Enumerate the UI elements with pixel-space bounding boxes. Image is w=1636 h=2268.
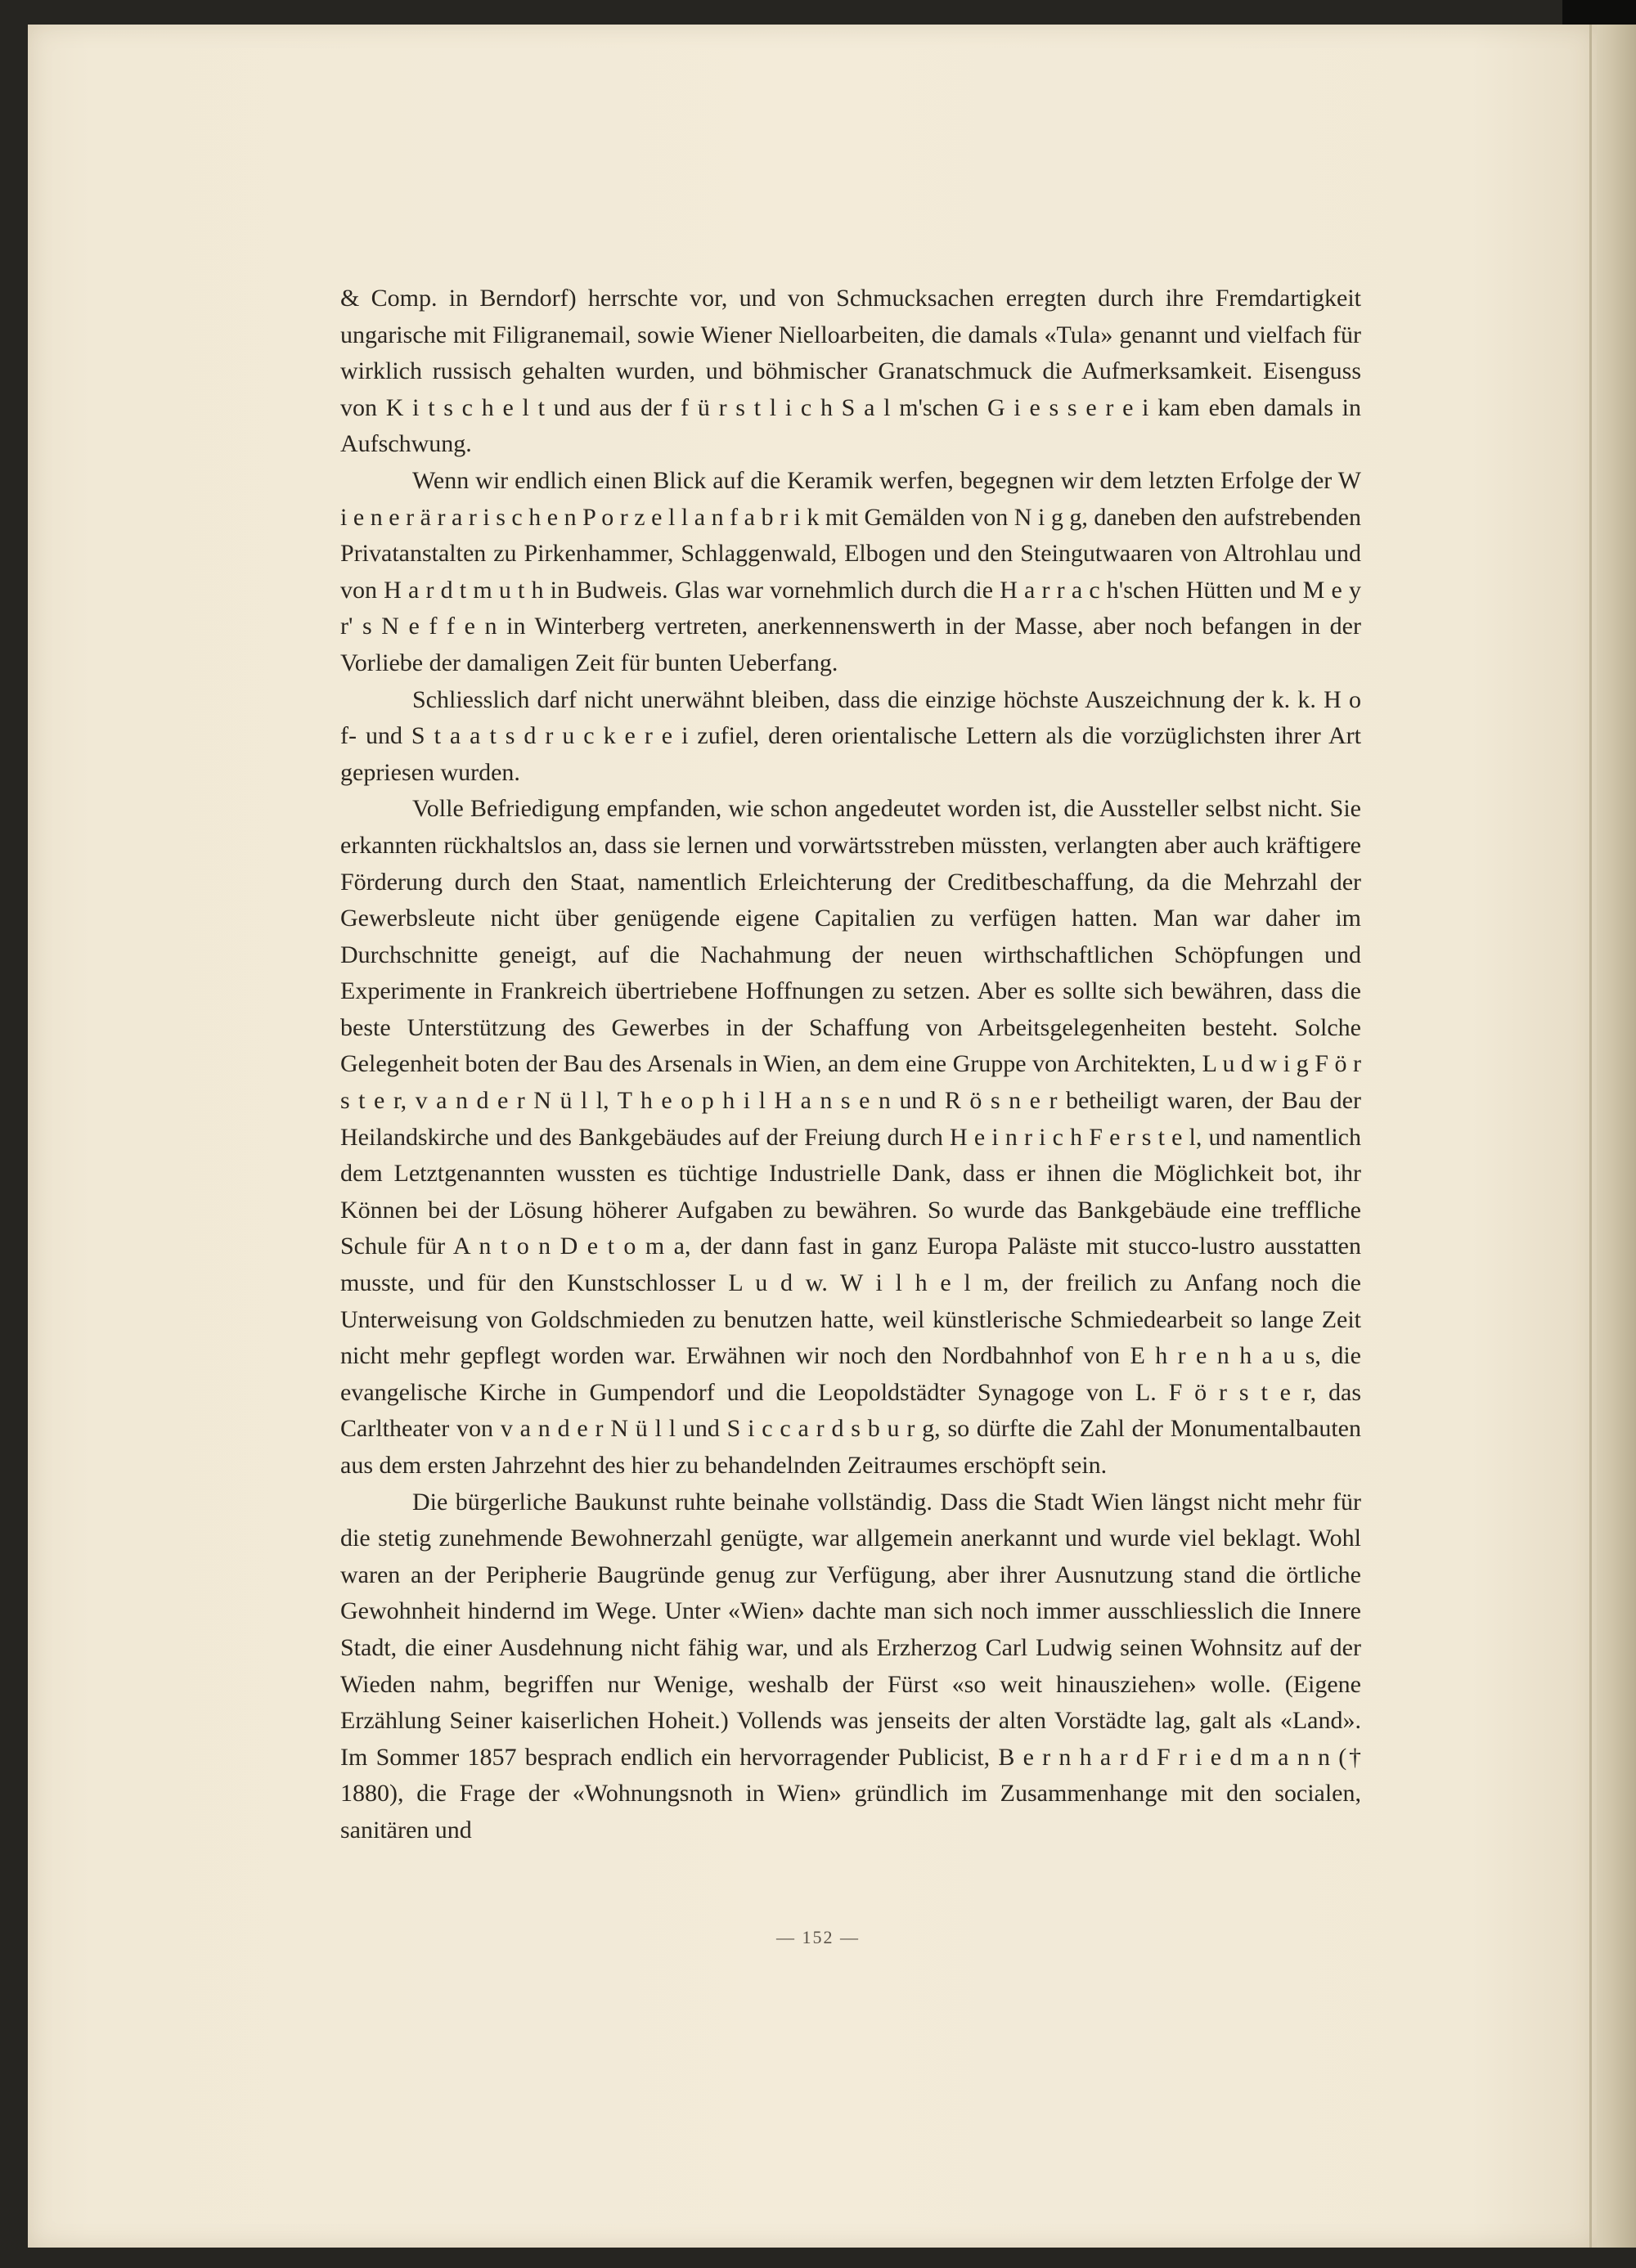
paragraph-4: Volle Befriedigung empfanden, wie schon angedeutet worden ist, die Aussteller selbst nicht. Sie erkannten rückhaltslos an, dass sie lernen und vorwärtsstreben müssten, verlangten aber auch kräftigere Förderung durch den Staat, namentlich Erleichterung der Creditbeschaffung, da die Mehrzahl der Gewerbsleute nicht über genügende eigene Capitalien zu verfügen hatten. Man war daher im Durchschnitte geneigt, auf die Nachahmung der neuen wirthschaftlichen Schöpfungen und Experimente in Frankreich übertriebene Hoffnungen zu setzen. Aber es sollte sich bewähren, dass die beste Unterstützung des Gewerbes in der Schaffung von Arbeitsgelegenheiten besteht. Solche Gelegenheit boten der Bau des Arsenals in Wien, an dem eine Gruppe von Architekten, L u d w i g F ö r s t e r, v a n d e r N ü l l, T h e o p h i l H a n s e n und R ö s n e r betheiligt waren, der Bau der Heilandskirche und des Bankgebäudes auf der Freiung durch H e i n r i c h F e r s t e l, und namentlich dem Letztgenannten wussten es tüchtige Industrielle Dank, dass er ihnen die Möglichkeit bot, ihr Können bei der Lösung höherer Aufgaben zu bewähren. So wurde das Bankgebäude eine treffliche Schule für A n t o n D e t o m a, der dann fast in ganz Europa Paläste mit stucco-lustro ausstatten musste, und für den Kunstschlosser L u d w. W i l h e l m, der freilich zu Anfang noch die Unterweisung von Goldschmieden zu benutzen hatte, weil künstlerische Schmiedearbeit so lange Zeit nicht mehr gepflegt worden war. Erwähnen wir noch den Nordbahnhof von E h r e n h a u s, die evangelische Kirche in Gumpendorf und die Leopoldstädter Synagoge von L. F ö r s t e r, das Carltheater von v a n d e r N ü l l und S i c c a r d s b u r g, so dürfte die Zahl der Monumentalbauten aus dem ersten Jahrzehnt des hier zu behandelnden Zeitraumes erschöpft sein. (340, 795, 1361, 1479)
paragraph-2: Wenn wir endlich einen Blick auf die Keramik werfen, begegnen wir dem letzten Erfolge der W i e n e r ä r a r i s c h e n P o r z e l l a n f a b r i k mit Gemälden von N i g g, daneben den aufstrebenden Privatanstalten zu Pirkenhammer, Schlaggenwald, Elbogen und den Steingutwaaren von Altrohlau und von H a r d t m u t h in Budweis. Glas war vornehmlich durch die H a r r a c h'schen Hütten und M e y r' s N e f f e n in Winterberg vertreten, anerkennenswerth in der Masse, aber noch befangen in der Vorliebe der damaligen Zeit für bunten Ueberfang. (340, 466, 1361, 676)
binding-edge (1562, 0, 1636, 25)
paragraph-1: & Comp. in Berndorf) herrschte vor, und von Schmucksachen erregten durch ihre Fremdartigkeit ungarische mit Filigranemail, sowie Wiener Nielloarbeiten, die damals «Tula» genannt und vielfach für wirklich russisch gehalten wurden, und böhmischer Granatschmuck die Aufmerksamkeit. Eisenguss von K i t s c h e l t und aus der f ü r s t l i c h S a l m'schen G i e s s e r e i kam eben damals in Aufschwung. (340, 285, 1361, 458)
page-number: — 152 — (776, 1927, 860, 1947)
body-text (340, 281, 1361, 1849)
paragraph-5: Die bürgerliche Baukunst ruhte beinahe vollständig. Dass die Stadt Wien längst nicht mehr für die stetig zunehmende Bewohnerzahl genügte, war allgemein anerkannt und wurde viel beklagt. Wohl waren an der Peripherie Baugründe genug zur Verfügung, aber ihrer Ausnutzung stand die örtliche Gewohnheit hindernd im Wege. Unter «Wien» dachte man sich noch immer ausschliesslich die Innere Stadt, die einer Ausdehnung nicht fähig war, und als Erzherzog Carl Ludwig seinen Wohnsitz auf der Wieden nahm, begriffen nur Wenige, weshalb der Fürst «so weit hinausziehen» wolle. (Eigene Erzählung Seiner kaiserlichen Hoheit.) Vollends was jenseits der alten Vorstädte lag, galt als «Land». Im Sommer 1857 besprach endlich ein hervorragender Publicist, B e r n h a r d F r i e d m a n n († 1880), die Frage der «Wohnungsnoth in Wien» gründlich im Zusammenhange mit den socialen, sanitären und (340, 1488, 1361, 1844)
paragraph-3: Schliesslich darf nicht unerwähnt bleiben, dass die einzige höchste Auszeichnung der k. k. H o f- und S t a a t s d r u c k e r e i zufiel, deren orientalische Lettern als die vorzüglichsten ihrer Art gepriesen wurden. (340, 685, 1361, 786)
page-fold-line (1589, 25, 1592, 2248)
next-page-edge (1597, 25, 1636, 2248)
